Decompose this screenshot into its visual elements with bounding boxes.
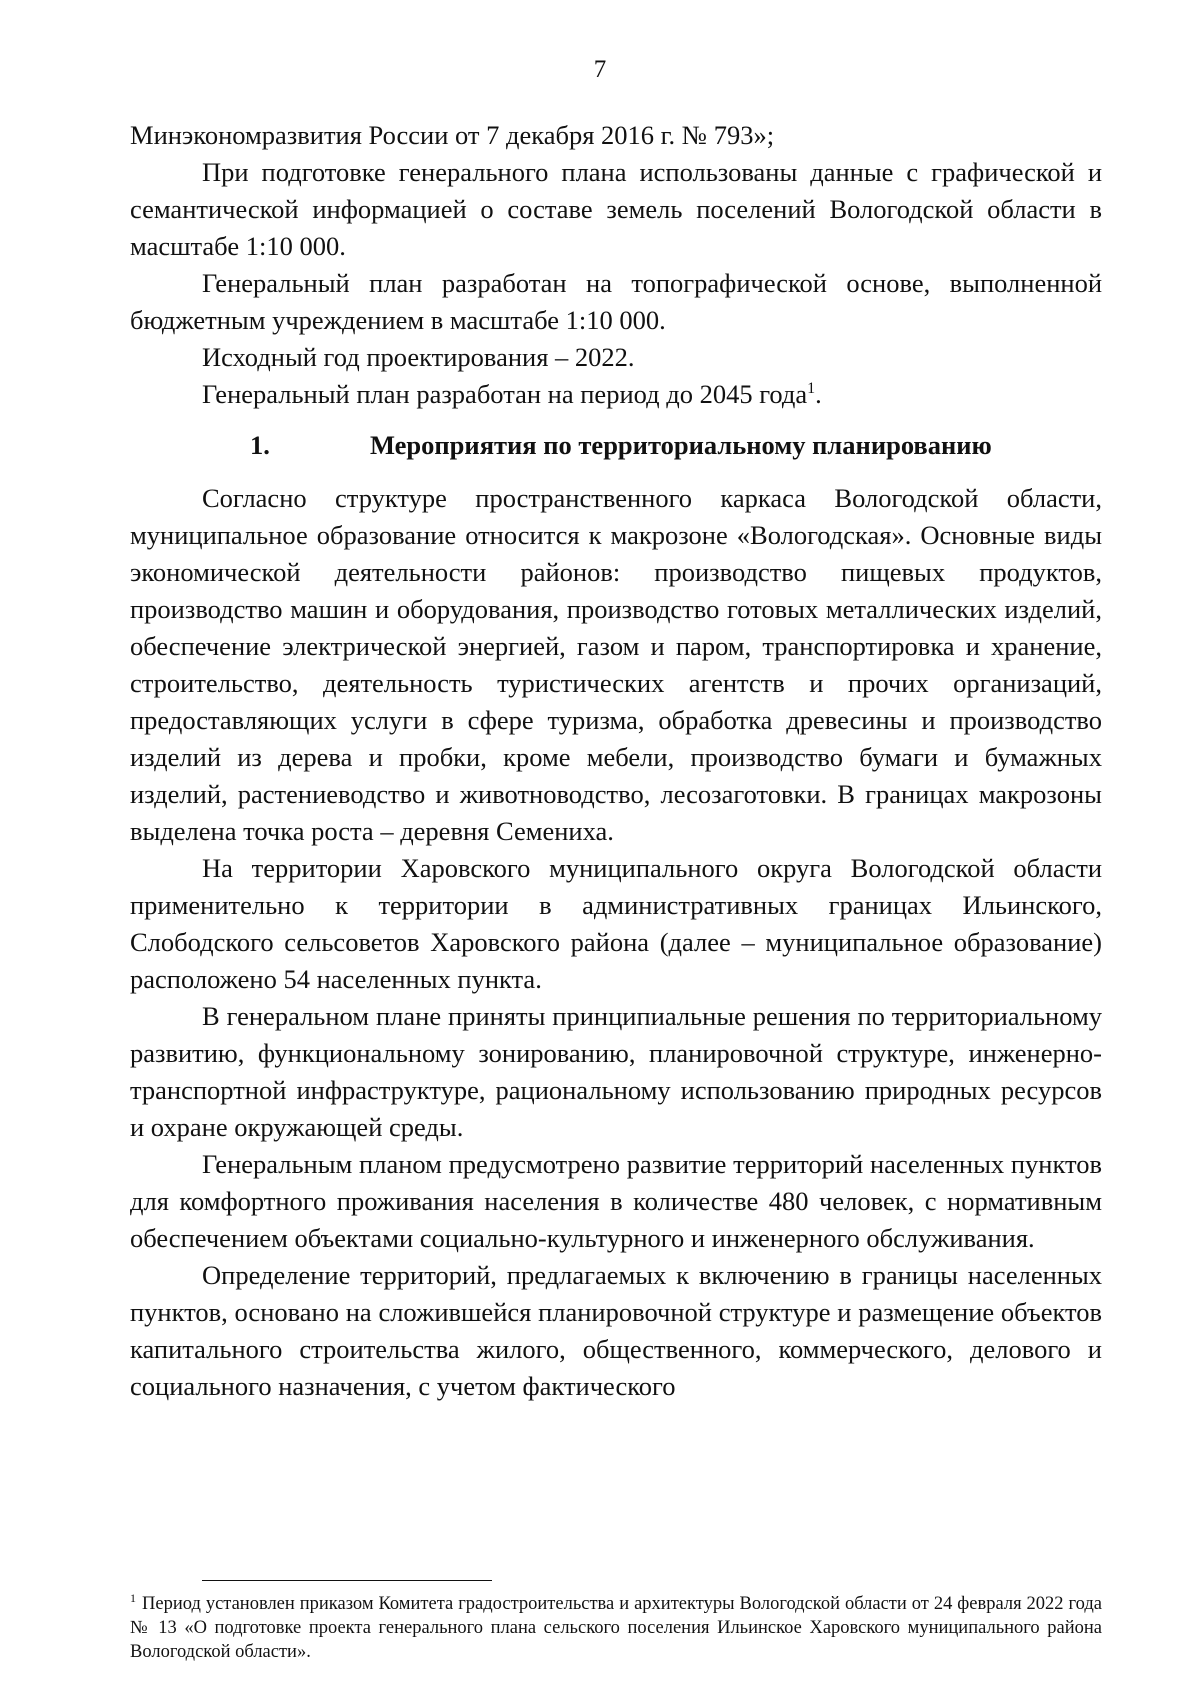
paragraph: В генеральном плане приняты принципиальные решения по территориальному развитию, функциональному зонированию, планировочной структуре, инженерно-транспортной инфраструктуре, рациональному использованию природных ресурсов и охране окружающей среды. [130, 1001, 1102, 1142]
footnote-separator [202, 1580, 492, 1581]
section-heading [130, 427, 1102, 464]
page-number: 7 [593, 56, 607, 83]
footnote-mark: 1 [130, 1590, 136, 1605]
paragraph: Генеральным планом предусмотрено развитие территорий населенных пунктов для комфортного проживания населения в количестве 480 человек, с нормативным обеспечением объектами социально-культурного и инженерного обслуживания. [130, 1149, 1102, 1253]
paragraph: Согласно структуре пространственного каркаса Вологодской области, муниципальное образование относится к макрозоне «Вологодская». Основные виды экономической деятельности районов: производство пищевых продуктов, производство машин и оборудования, производство готовых металлических изделий, обеспечение электрической энергией, газом и паром, транспортировка и хранение, строительство, деятельность туристических агентств и прочих организаций, предоставляющих услуги в сфере туризма, обработка древесины и производство изделий из дерева и пробки, кроме мебели, производство бумаги и бумажных изделий, растениеводство и животноводство, лесозаготовки. В границах макрозоны выделена точка роста – деревня Семениха. [130, 483, 1102, 846]
paragraph: Генеральный план разработан на топографической основе, выполненной бюджетным учреждением в масштабе 1:10 000. [130, 268, 1102, 335]
footnote-text: Период установлен приказом Комитета градостроительства и архитектуры Вологодской области от 24 февраля 2022 года № 13 «О подготовке проекта генерального плана сельского поселения Ильинское Харовского муниципального района Вологодской области». [130, 1594, 1102, 1662]
document-body [130, 117, 1102, 1405]
paragraph: Исходный год проектирования – 2022. [202, 342, 635, 372]
paragraph: На территории Харовского муниципального округа Вологодской области применительно к территории в административных границах Ильинского, Слободского сельсоветов Харовского района (далее – муниципальное образование) расположено 54 населенных пункта. [130, 853, 1102, 994]
paragraph-period [130, 376, 1102, 413]
section-title: Мероприятия по территориальному планированию [370, 430, 992, 460]
section-number: 1. [250, 430, 270, 460]
paragraph: При подготовке генерального плана использованы данные с графической и семантической информацией о составе земель поселений Вологодской области в масштабе 1:10 000. [130, 157, 1102, 261]
paragraph: Минэкономразвития России от 7 декабря 2016 г. № 793»; [130, 120, 775, 150]
period-text: Генеральный план разработан на период до 2045 года [202, 379, 808, 409]
footnote-reference[interactable]: 1 [807, 380, 816, 398]
paragraph: Определение территорий, предлагаемых к включению в границы населенных пунктов, основано на сложившейся планировочной структуре и размещение объектов капитального строительства жилого, общественного, коммерческого, делового и социального назначения, с учетом фактического [130, 1260, 1102, 1401]
footnote [130, 1592, 1102, 1664]
period-tail: . [815, 379, 822, 409]
